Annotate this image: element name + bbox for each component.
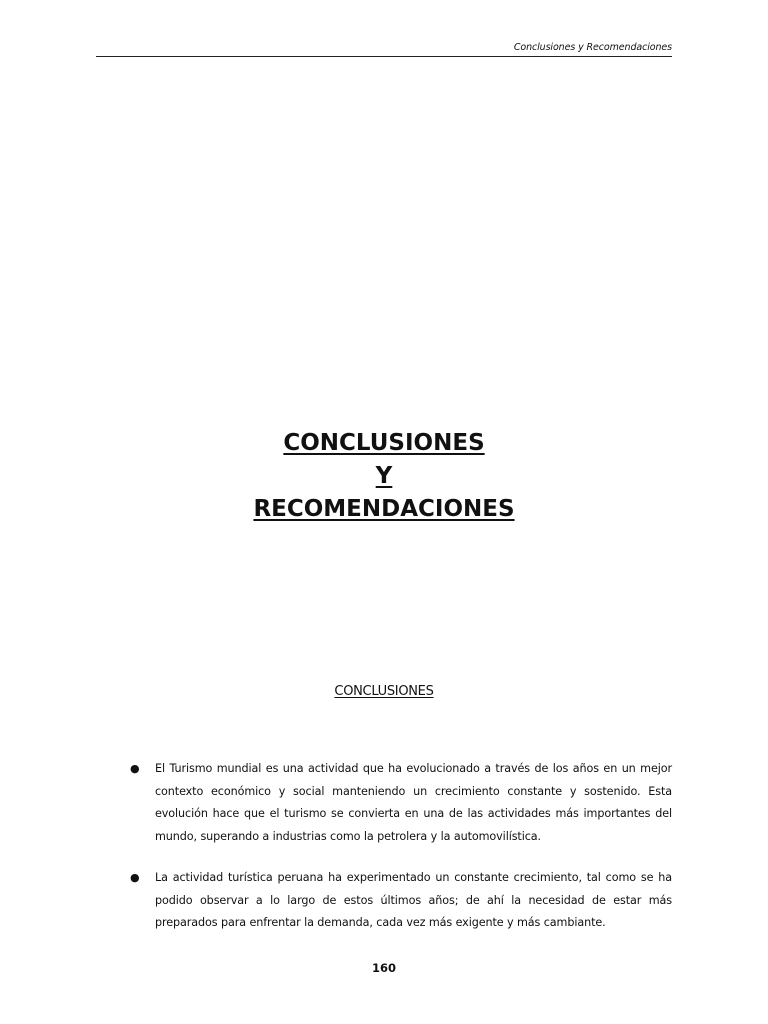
title-line-3: RECOMENDACIONES bbox=[253, 496, 515, 522]
running-header bbox=[96, 42, 672, 57]
list-item-text: El Turismo mundial es una actividad que ha evolucionado a través de los años en un mejor contexto económico y social manteniendo un crecimiento constante y sostenido. Esta evolución hace que el turismo se convierta en una de las actividades más importantes del mundo, superando a industrias como la petrolera y la automovilística. bbox=[155, 762, 672, 843]
page-title bbox=[0, 427, 768, 526]
bullet-icon: ● bbox=[130, 871, 140, 884]
title-line bbox=[0, 493, 768, 526]
title-line bbox=[0, 460, 768, 493]
conclusions-list bbox=[130, 758, 672, 935]
section-heading bbox=[0, 683, 768, 701]
section-heading-text: CONCLUSIONES bbox=[334, 684, 434, 699]
page-number: 160 bbox=[371, 961, 396, 975]
title-line-1: CONCLUSIONES bbox=[283, 430, 485, 456]
running-header-text: Conclusiones y Recomendaciones bbox=[513, 42, 672, 53]
list-item bbox=[130, 867, 672, 935]
bullet-icon: ● bbox=[130, 762, 140, 775]
title-line-2: Y bbox=[375, 463, 393, 489]
list-item bbox=[130, 758, 672, 848]
title-line bbox=[0, 427, 768, 460]
list-item-text: La actividad turística peruana ha experimentado un constante crecimiento, tal como se ha podido observar a lo largo de estos últimos años; de ahí la necesidad de estar más preparados para enfrentar la demanda, cada vez más exigente y más cambiante. bbox=[155, 871, 672, 929]
